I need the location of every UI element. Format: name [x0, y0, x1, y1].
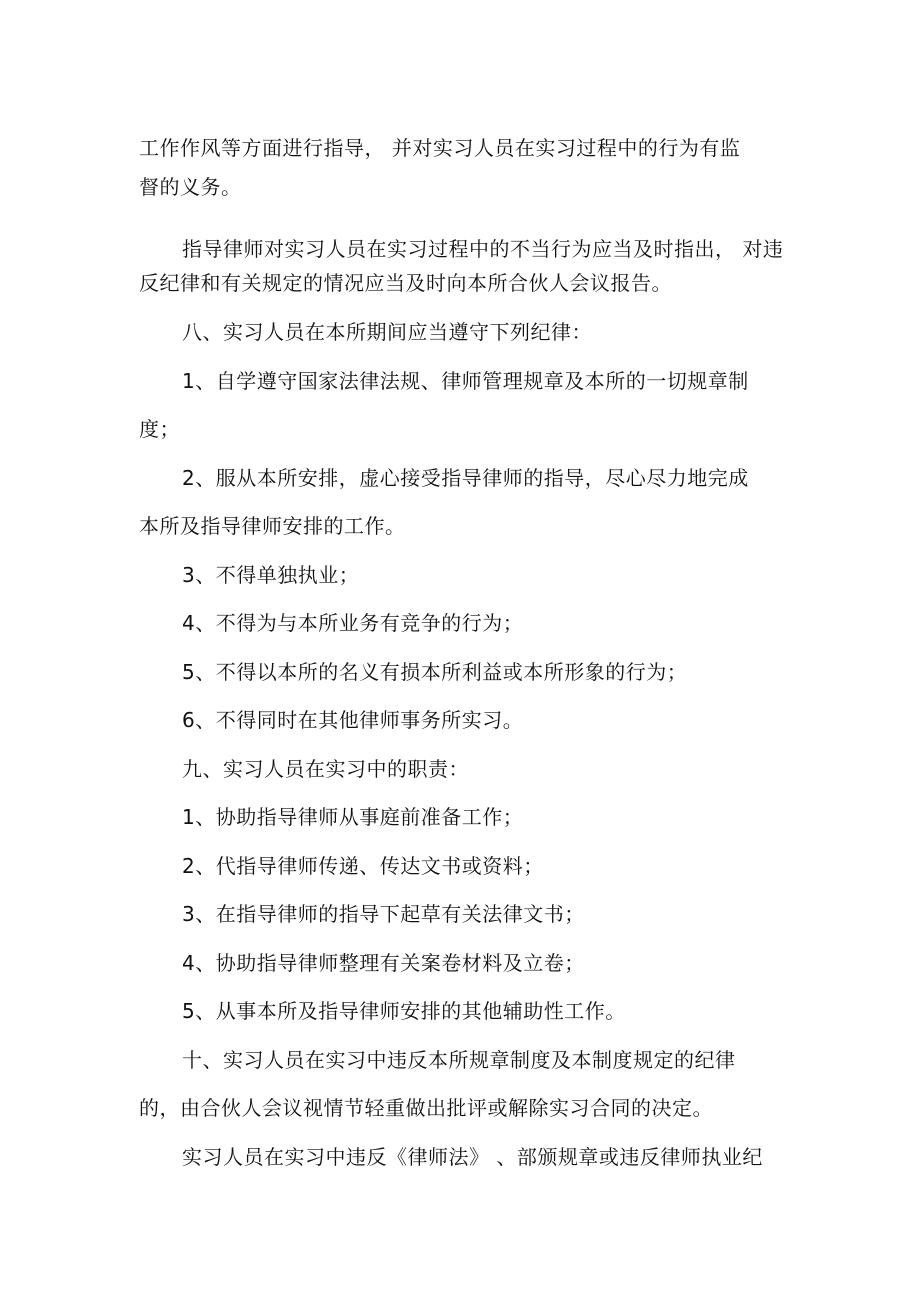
text-line: 5、从事本所及指导律师安排的其他辅助性工作。 [182, 999, 626, 1023]
text-line: 4、协助指导律师整理有关案卷材料及立卷； [182, 951, 585, 975]
text-line: 4、不得为与本所业务有竞争的行为； [182, 611, 524, 635]
text-line: 八、实习人员在本所期间应当遵守下列纪律： [182, 320, 592, 344]
text-line: 本所及指导律师安排的工作。 [139, 514, 406, 538]
text-line: 的，由合伙人会议视情节轻重做出批评或解除实习合同的决定。 [139, 1096, 713, 1120]
text-line: 1、协助指导律师从事庭前准备工作； [182, 805, 524, 829]
text-line: 工作作风等方面进行指导， 并对实习人员在实习过程中的行为有监 [139, 136, 741, 160]
text-line: 3、不得单独执业； [182, 563, 360, 587]
text-line: 6、不得同时在其他律师事务所实习。 [182, 708, 524, 732]
text-line: 实习人员在实习中违反《律师法》 、部颁规章或违反律师执业纪 [182, 1145, 763, 1169]
text-line: 3、在指导律师的指导下起草有关法律文书； [182, 902, 585, 926]
text-line: 度； [139, 417, 180, 441]
text-line: 督的义务。 [139, 175, 242, 199]
text-line: 2、代指导律师传递、传达文书或资料； [182, 854, 544, 878]
text-line: 指导律师对实习人员在实习过程中的不当行为应当及时指出， 对违 [182, 237, 784, 261]
text-line: 1、自学遵守国家法律法规、律师管理规章及本所的一切规章制 [182, 369, 749, 393]
text-line: 反纪律和有关规定的情况应当及时向本所合伙人会议报告。 [139, 271, 672, 295]
text-line: 2、服从本所安排，虚心接受指导律师的指导，尽心尽力地完成 [182, 466, 749, 490]
text-line: 九、实习人员在实习中的职责： [182, 757, 469, 781]
text-line: 5、不得以本所的名义有损本所利益或本所形象的行为； [182, 660, 688, 684]
text-line: 十、实习人员在实习中违反本所规章制度及本制度规定的纪律 [182, 1048, 736, 1072]
